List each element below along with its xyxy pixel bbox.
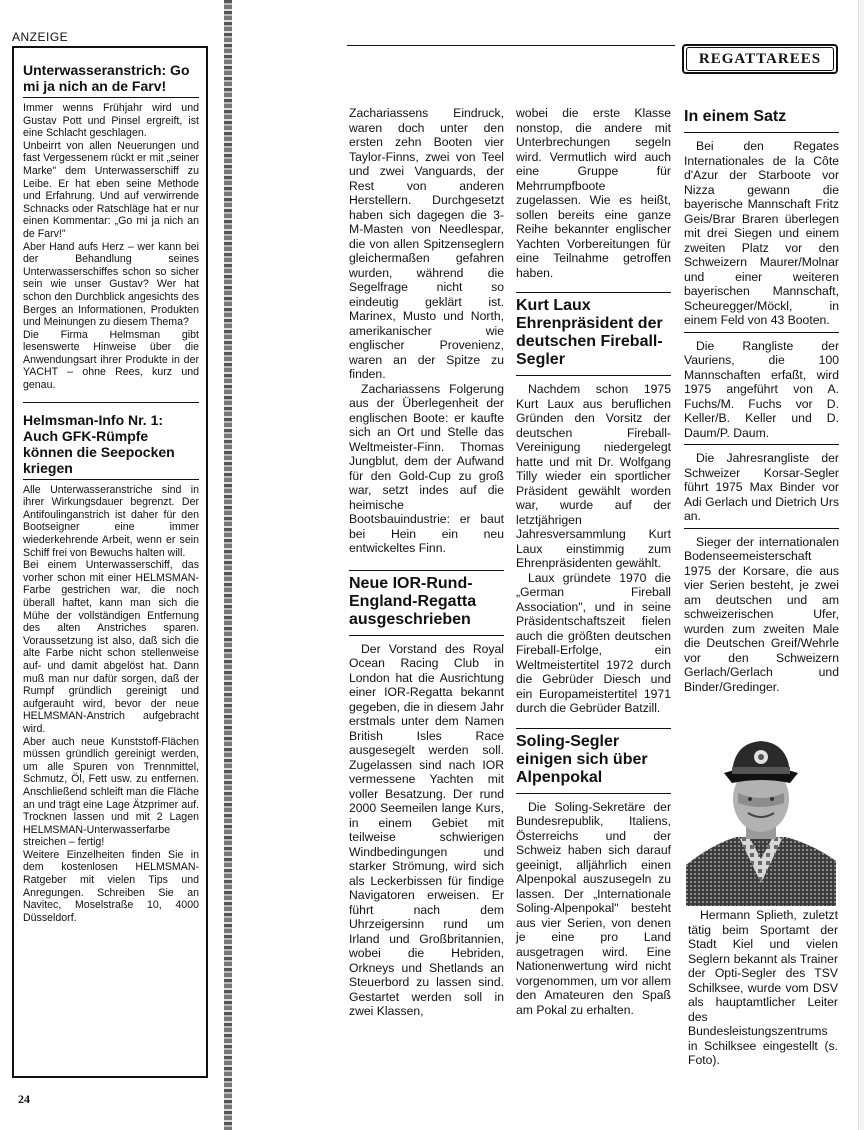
headline-kurt-laux: Kurt Laux Ehrenpräsident der deutschen Fireball-Segler: [516, 297, 663, 368]
ad-paragraph: Bei einem Unterwasserschiff, das vorher schon mit einer HELMSMAN-Farbe gestrichen war, die noch überall haftet, kann man sich die Mühe der vollständigen Entfernung des alten Anstriches sparen. Voraussetzung ist also, daß sich die alte Farbe nicht schon stellenweise auf- und damit abgelöst hat. Dann muß man nur dafür sorgen, daß der Rumpf gründlich gereinigt und aufgerauht wird, bevor der neue HELMSMAN-Anstrich aufgebracht wird.: [23, 559, 199, 735]
ad-text-1: [23, 102, 199, 392]
column-1-text: [349, 106, 504, 556]
ad-paragraph: Alle Unterwasseranstriche sind in ihrer Wirkungsdauer begrenzt. Der Antifoulinganstrich ist daher für den Bootseigner eine immer wiederkehrende Arbeit, wenn er sein Schiff frei von Bewuchs halten will.: [23, 483, 199, 559]
column-2: [516, 106, 671, 1017]
ad-paragraph: Die Firma Helmsman gibt lesenswerte Hinweise über die Anwendungsart ihrer Produkte in der YACHT – ohne Rees, kurz und genau.: [23, 328, 199, 392]
paragraph: Nachdem schon 1975 Kurt Laux aus beruflichen Gründen den Vorsitz der deutschen Fireball-Vereinigung niedergelegt hatte und mit Dr. Wolfgang Tilly wieder ein sportlicher Präsident gewählt worden war, wurde auf der letztjährigen Jahresversammlung Kurt Laux einstimmig zum Ehrenpräsidenten gewählt.: [516, 382, 671, 570]
item-text: Sieger der internationalen Bodenseemeisterschaft 1975 der Korsare, die aus vier Serien besteht, je zwei am deutschen und am schweizerischen Ufer, wurden zum zweiten Male die Deutschen Greif/Wehrle vor den Schweizern Gerlach/Gerlach und Binder/Gredinger.: [684, 534, 839, 694]
ad-paragraph: Aber auch neue Kunststoff-Flächen müssen gründlich gereinigt werden, um alle Spuren von Trennmittel, Schmutz, Öl, Fett usw. zu entfernen. Anschließend schleift man die Fläche an und trägt eine Lage Ätzprimer auf. Trocknen lassen und mit 2 Lagen HELMSMAN-Unterwasserfarbe streichen – fertig!: [23, 735, 199, 849]
article-rule: [516, 728, 671, 729]
article-soling: Die Soling-Sekretäre der Bundesrepublik, Italiens, Österreichs und der Schweiz haben sich darauf geeinigt, alljährlich einen Alpenpokal auszusegeln zu lassen. Der „Internationale Soling-Alpenpokal" besteht aus vier Serien, von denen je eine pro Land ausgetragen wird. Eine Nationenwertung wird nicht vorgenommen, um vor allem den Amateuren den Spaß am Pokal zu erhalten.: [516, 799, 671, 1017]
item-rule: [684, 528, 839, 529]
portrait-photo: [686, 733, 836, 906]
headline-ior-regatta: Neue IOR-Rund-England-Regatta ausgeschrieben: [349, 574, 477, 628]
item-rule: [684, 444, 839, 445]
article-ior-regatta: Der Vorstand des Royal Ocean Racing Club in London hat die Ausrichtung einer IOR-Regatta bekannt gegeben, die in diesem Jahr erstmals unter dem Namen British Isles Race ausgesegelt werden soll. Zugelassen sind nach IOR vermessene Yachten mit voller Besatzung. Der rund 2000 Seemeilen lange Kurs, in einem Gebiet mit teilweise schwierigen Windbedingungen und starker Strömung, wird sich als Leckerbissen für findige Navigatoren erweisen. Er führt nach dem Uhrzeigersinn rund um Irland und Großbritannien, wobei die Hebriden, Orkneys und Shetlands an Steuerbord zu lassen sind. Gestartet werden soll in zwei Klassen,: [349, 641, 504, 1018]
advertisement-box: [12, 46, 208, 1078]
column-3: [684, 106, 839, 694]
page-edge: [858, 0, 864, 1130]
photo-caption-column: [688, 908, 838, 1068]
header-rule: [347, 45, 675, 46]
item-text: Die Jahresrangliste der Schweizer Korsar-Segler führt 1975 Max Binder vor Adi Gerlach und Dietrich Urs an.: [684, 451, 839, 523]
article-rule: [349, 570, 504, 571]
ad-rule: [23, 97, 199, 98]
ad-text-2: [23, 484, 199, 925]
section-badge: [682, 44, 838, 74]
ad-rule: [23, 479, 199, 480]
ad-paragraph: Unbeirrt von allen Neuerungen und fast Vergessenem rückt er mit „seiner Marke" dem Unterwasserschiff zu Leibe. Er hat eben seine Methode und Erfahrung. Und auf verwirrende Schnacks oder Ratschläge hat er nur einen Kommentar: „Go mi ja nich an de Farv!": [23, 139, 199, 240]
page-number: 24: [18, 1092, 30, 1106]
ad-paragraph: Immer wenns Frühjahr wird und Gustav Pott und Pinsel ergreift, ist eine Schlacht geschlagen.: [23, 102, 199, 140]
ad-rule: [23, 402, 199, 403]
ad-paragraph: Weitere Einzelheiten finden Sie in dem kostenlosen HELMSMAN-Ratgeber mit vielen Tips und Anregungen. Schreiben Sie an Navitec, Moselstraße 10, 4000 Düsseldorf.: [23, 848, 199, 924]
article-rule: [349, 635, 504, 636]
item-text: Bei den Regates Internationales de la Côte d'Azur der Starboote vor Nizza gewann die bayerische Mannschaft Fritz Geis/Brar Braren überlegen mit drei Siegen und einem zweiten Platz vor den Schweizern Maurer/Molnar und einer weiteren bayerischen Mannschaft, Scheuregger/Möckl, in einem Feld von 43 Booten.: [684, 139, 839, 327]
column-1: [349, 106, 504, 1019]
paragraph: Zachariassens Folgerung aus der Überlegenheit der englischen Boote: er kaufte sich an Ort und Stelle das Weltmeister-Finn. Thomas Jungblut, dem der Aufwand für den Gold-Cup zu groß war, setzt indes auf die heimische Bootsbauindustrie: er baut bei Hein ein neu entwickeltes Finn.: [349, 381, 504, 555]
article-rule: [516, 292, 671, 293]
ad-paragraph: Aber Hand aufs Herz – wer kann bei der Behandlung seines Unterwasserschiffes schon so sicher sein wie unser Gustav? Wer hat schon den Durchblick angesichts des Berges an Informationen, Produkten und Meinungen zu diesem Thema?: [23, 240, 199, 329]
paragraph: Zachariassens Eindruck, waren doch unter den ersten zehn Booten vier Taylor-Finns, zwei von Teel und zwei Vanguards, der Rest von anderen Herstellern. Durchgesetzt haben sich dagegen die 3-M-Masten von Needlespar, die von allen Spitzenseglern gleichermaßen gefahren wurden, während die Segelfrage nicht so eindeutig geklärt ist. Marinex, Musto und North, amerikanischer wie englischer Provenienz, waren an der Spitze zu finden.: [349, 106, 504, 381]
article-rule: [516, 793, 671, 794]
ad-headline-1: Unterwasseranstrich: Go mi ja nich an de Farv!: [23, 62, 190, 94]
headline-in-einem-satz: In einem Satz: [684, 108, 787, 125]
ad-headline-2: Helmsman-Info Nr. 1: Auch GFK-Rümpfe können die Seepocken kriegen: [23, 411, 175, 476]
photo-caption: Hermann Splieth, zuletzt tätig beim Sportamt der Stadt Kiel und vielen Seglern bekannt als Trainer der Opti-Segler des TSV Schilksee, wurde vom DSV als hauptamtlicher Leiter des Bundesleistungszentrums in Schilksee eingestellt (s. Foto).: [688, 908, 838, 1067]
ad-label: ANZEIGE: [12, 30, 69, 44]
item-text: Die Rangliste der Vauriens, die 100 Mannschaften erfaßt, wird 1975 angeführt von A. Fuchs/M. Fuchs vor D. Keller/B. Keller und D. Daum/P. Daum.: [684, 338, 839, 440]
headline-soling: Soling-Segler einigen sich über Alpenpokal: [516, 732, 648, 786]
article-kurt-laux: [516, 382, 671, 716]
article-rule: [684, 132, 839, 133]
page-spine: [224, 0, 232, 1130]
paragraph: Laux gründete 1970 die „German Fireball Association", und in seine Präsidentschaftszeit fielen auch die größten deutschen Fireball-Erfolge, ein Weltmeistertitel 1972 durch die Gebrüder Diesch und ein Europameistertitel 1971 durch die Gebrüder Batzill.: [516, 570, 671, 715]
item-rule: [684, 332, 839, 333]
section-badge-label: REGATTAREES: [686, 47, 834, 71]
column-2-text: wobei die erste Klasse nonstop, die andere mit Unterbrechungen segeln wird. Vermutlich wird auch eine Gruppe für Mehrrumpfboote zugelassen. Wie es heißt, sollen bereits eine ganze Reihe bekannter englischer Yachten Vorbereitungen für eine Teilnahme getroffen haben.: [516, 106, 671, 280]
article-rule: [516, 375, 671, 376]
